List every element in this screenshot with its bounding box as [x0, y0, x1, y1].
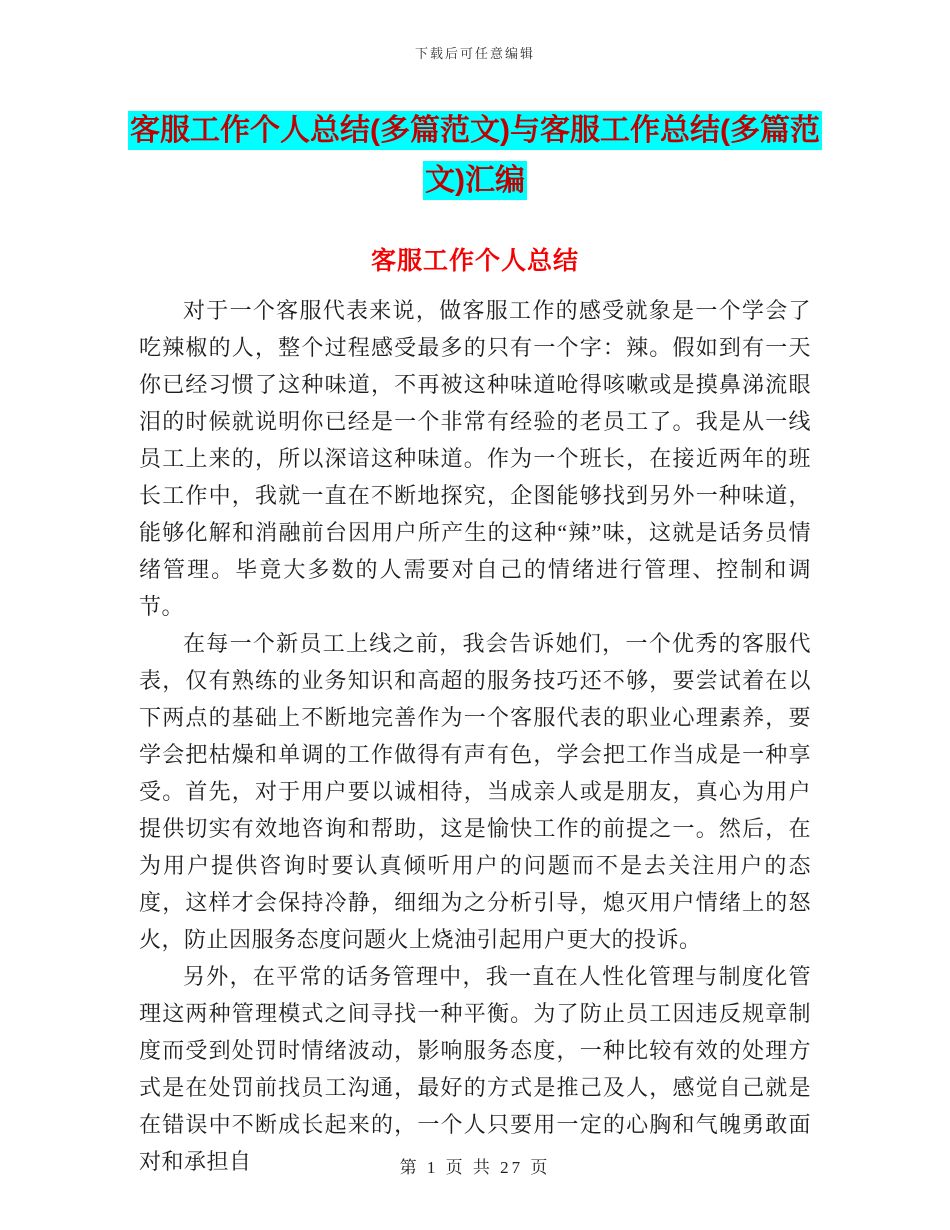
document-title-line-1 [0, 106, 950, 156]
document-title [0, 106, 950, 206]
document-body [139, 292, 811, 1180]
paragraph-3: 另外，在平常的话务管理中，我一直在人性化管理与制度化管理这两种管理模式之间寻找一种平衡。为了防止员工因违反规章制度而受到处罚时情绪波动，影响服务态度，一种比较有效的处理方式是在处罚前找员工沟通，最好的方式是推己及人，感觉自己就是在错误中不断成长起来的，一个人只要用一定的心胸和气魄勇敢面对和承担自 [139, 964, 811, 1174]
document-title-highlight-2: 文)汇编 [423, 161, 527, 200]
page-number-footer: 第 1 页 共 27 页 [399, 1158, 551, 1177]
header-note: 下载后可任意编辑 [414, 46, 535, 61]
paragraph-1: 对于一个客服代表来说，做客服工作的感受就象是一个学会了吃辣椒的人，整个过程感受最多的只有一个字：辣。假如到有一天你已经习惯了这种味道，不再被这种味道呛得咳嗽或是摸鼻涕流眼泪的时候就说明你已经是一个非常有经验的老员工了。我是从一线员工上来的，所以深谙这种味道。作为一个班长，在接近两年的班长工作中，我就一直在不断地探究，企图能够找到另外一种味道，能够化解和消融前台因用户所产生的这种“辣”味，这就是话务员情绪管理。毕竟大多数的人需要对自己的情绪进行管理、控制和调节。 [139, 298, 811, 619]
document-title-line-2 [0, 156, 950, 206]
document-title-highlight-1: 客服工作个人总结(多篇范文)与客服工作总结(多篇范 [128, 111, 822, 150]
paragraph-2: 在每一个新员工上线之前，我会告诉她们，一个优秀的客服代表，仅有熟练的业务知识和高超的服务技巧还不够，要尝试着在以下两点的基础上不断地完善作为一个客服代表的职业心理素养，要学会把枯燥和单调的工作做得有声有色，学会把工作当成是一种享受。首先，对于用户要以诚相待，当成亲人或是朋友，真心为用户提供切实有效地咨询和帮助，这是愉快工作的前提之一。然后，在为用户提供咨询时要认真倾听用户的问题而不是去关注用户的态度，这样才会保持冷静，细细为之分析引导，熄灭用户情绪上的怒火，防止因服务态度问题火上烧油引起用户更大的投诉。 [139, 631, 811, 952]
section-heading: 客服工作个人总结 [370, 247, 579, 275]
